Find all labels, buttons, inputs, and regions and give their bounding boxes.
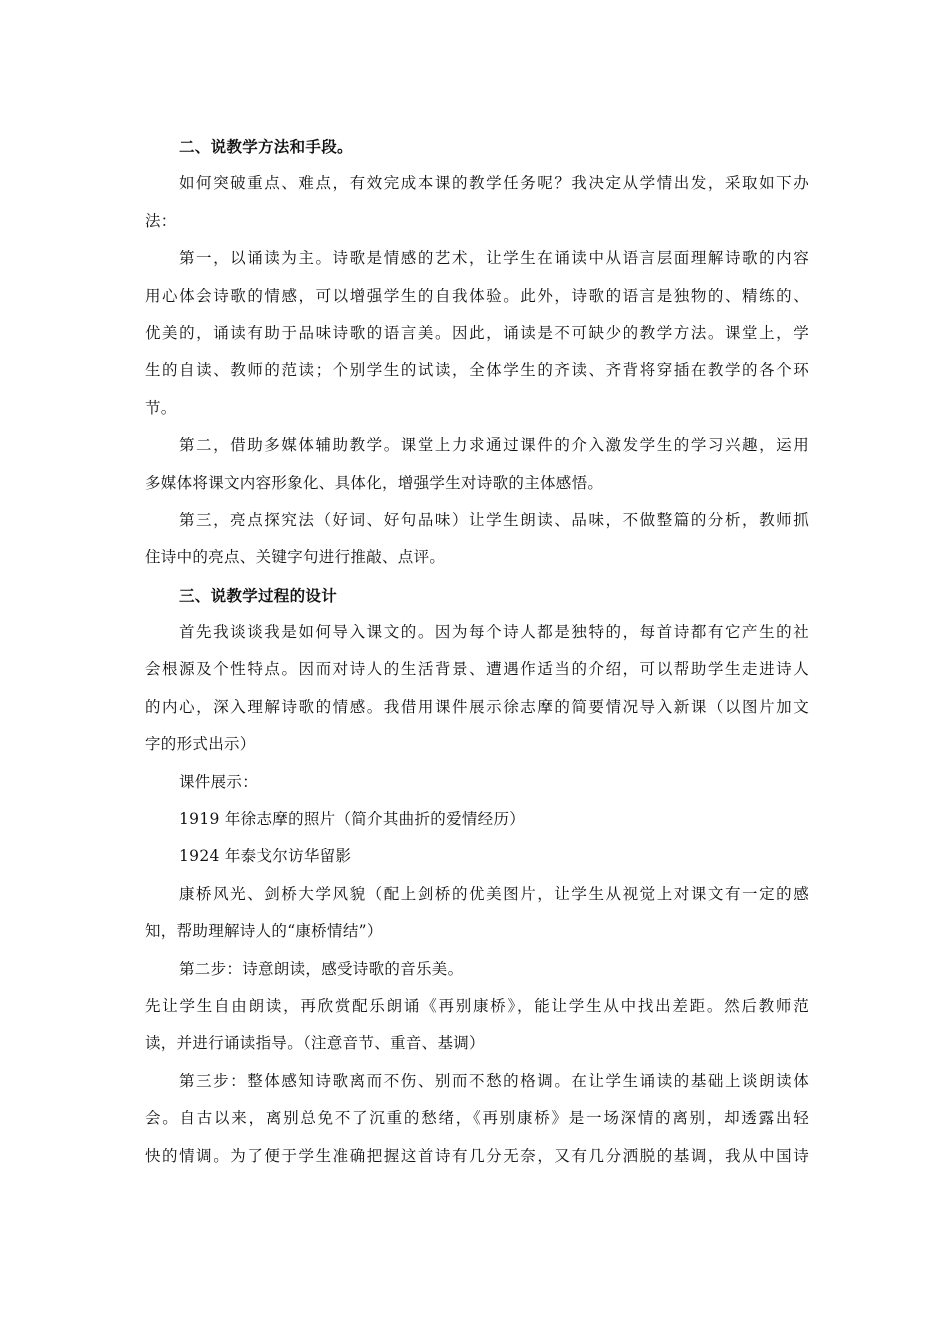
text-line: 用心体会诗歌的情感，可以增强学生的自我体验。此外，诗歌的语言是独物的、精练的、 xyxy=(145,286,809,305)
text-line: 会。自古以来，离别总免不了沉重的愁绪，《再别康桥》是一场深情的离别，却透露出轻 xyxy=(145,1109,809,1128)
text-line: 节。 xyxy=(145,398,177,417)
text-line: 的内心，深入理解诗歌的情感。我借用课件展示徐志摩的简要情况导入新课（以图片加文 xyxy=(145,697,809,716)
text-line: 法： xyxy=(145,211,177,230)
text-line: 1924 年泰戈尔访华留影 xyxy=(179,847,352,866)
text-line: 1919 年徐志摩的照片（简介其曲折的爱情经历） xyxy=(179,810,526,829)
text-line: 会根源及个性特点。因而对诗人的生活背景、遭遇作适当的介绍，可以帮助学生走进诗人 xyxy=(145,660,809,679)
text-line: 康桥风光、剑桥大学风貌（配上剑桥的优美图片，让学生从视觉上对课文有一定的感 xyxy=(179,884,809,903)
text-line: 课件展示： xyxy=(179,772,259,791)
text-line: 字的形式出示） xyxy=(145,735,256,754)
text-line: 第三，亮点探究法（好词、好句品味）让学生朗读、品味，不做整篇的分析，教师抓 xyxy=(179,510,809,529)
text-line: 读，并进行诵读指导。（注意音节、重音、基调） xyxy=(145,1034,485,1053)
text-line: 第一，以诵读为主。诗歌是情感的艺术，让学生在诵读中从语言层面理解诗歌的内容 xyxy=(179,249,809,268)
document-page xyxy=(145,128,809,1175)
text-line: 首先我谈谈我是如何导入课文的。因为每个诗人都是独特的，每首诗都有它产生的社 xyxy=(179,623,809,642)
text-line: 先让学生自由朗读，再欣赏配乐朗诵《再别康桥》，能让学生从中找出差距。然后教师范 xyxy=(145,996,809,1015)
text-line: 第二步：诗意朗读，感受诗歌的音乐美。 xyxy=(179,959,464,978)
text-line: 优美的，诵读有助于品味诗歌的语言美。因此，诵读是不可缺少的教学方法。课堂上，学 xyxy=(145,323,809,342)
text-line: 第三步：整体感知诗歌离而不伤、别而不愁的格调。在让学生诵读的基础上谈朗读体 xyxy=(179,1071,809,1090)
text-line: 第二，借助多媒体辅助教学。课堂上力求通过课件的介入激发学生的学习兴趣，运用 xyxy=(179,436,809,455)
section-heading: 二、说教学方法和手段。 xyxy=(179,137,353,156)
text-line: 生的自读、教师的范读；个别学生的试读，全体学生的齐读、齐背将穿插在教学的各个环 xyxy=(145,361,809,380)
section-heading: 三、说教学过程的设计 xyxy=(179,585,338,605)
text-line: 如何突破重点、难点，有效完成本课的教学任务呢？我决定从学情出发，采取如下办 xyxy=(179,174,809,193)
text-line: 知，帮助理解诗人的“康桥情结”） xyxy=(145,922,383,941)
text-line: 快的情调。为了便于学生准确把握这首诗有几分无奈，又有几分洒脱的基调，我从中国诗 xyxy=(145,1146,809,1165)
text-line: 多媒体将课文内容形象化、具体化，增强学生对诗歌的主体感悟。 xyxy=(145,473,604,492)
text-line: 住诗中的亮点、关键字句进行推敲、点评。 xyxy=(145,548,446,567)
